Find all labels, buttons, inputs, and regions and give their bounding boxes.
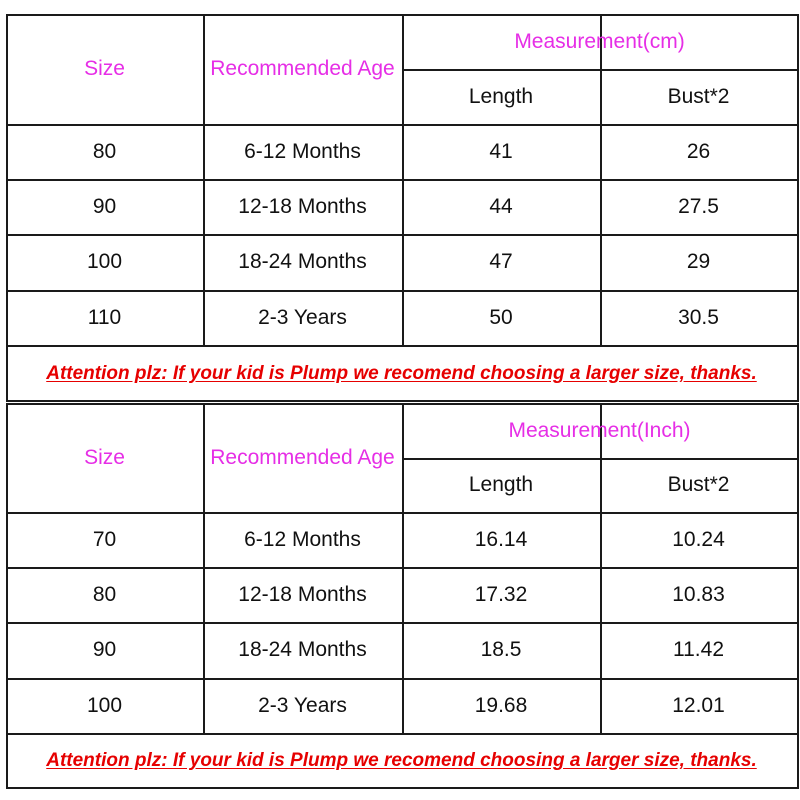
- length-header-cm: Length: [468, 84, 534, 108]
- grid-hline: [6, 787, 799, 789]
- bust-cell: 30.5: [678, 305, 719, 329]
- grid-hline: [6, 733, 799, 735]
- bust-cell: 26: [686, 139, 711, 163]
- length-header-inch: Length: [468, 473, 534, 496]
- measurement-header-cm: Measurement(cm): [514, 29, 685, 53]
- length-cell: 18.5: [480, 638, 522, 661]
- bust-cell: 27.5: [678, 194, 719, 218]
- size-cell: 80: [92, 582, 117, 606]
- bust-cell: 12.01: [672, 693, 725, 717]
- age-header-cm: Recommended Age: [210, 57, 395, 80]
- age-cell: 12-18 Months: [238, 194, 367, 218]
- age-cell: 6-12 Months: [244, 139, 361, 163]
- grid-vline: [797, 14, 799, 400]
- size-cell: 100: [86, 250, 123, 273]
- size-cell: 80: [92, 139, 117, 163]
- bust-header-inch: Bust*2: [667, 473, 730, 496]
- length-cell: 19.68: [474, 693, 528, 717]
- size-header-cm: Size: [84, 57, 125, 80]
- length-cell: 17.32: [474, 582, 528, 606]
- age-header-inch: Recommended Age: [210, 445, 395, 469]
- age-cell: 18-24 Months: [238, 250, 367, 273]
- size-cell: 100: [86, 693, 123, 717]
- size-cell: 90: [92, 194, 117, 218]
- length-cell: 50: [489, 305, 513, 329]
- bust-cell: 10.83: [672, 582, 725, 606]
- length-cell: 47: [489, 250, 513, 273]
- age-cell: 18-24 Months: [238, 638, 367, 661]
- grid-hline: [6, 345, 799, 347]
- bust-cell: 29: [686, 250, 711, 273]
- size-cell: 110: [87, 305, 122, 329]
- attention-note: Attention plz: If your kid is Plump we recomend choosing a larger size, thanks.: [46, 750, 757, 771]
- bust-cell: 11.42: [673, 638, 724, 661]
- age-cell: 2-3 Years: [258, 693, 347, 717]
- size-cell: 90: [92, 638, 117, 661]
- length-cell: 44: [489, 194, 513, 218]
- grid-hline: [6, 400, 799, 402]
- size-cell: 70: [92, 527, 117, 551]
- age-cell: 2-3 Years: [258, 305, 347, 329]
- measurement-header-inch: Measurement(Inch): [508, 418, 691, 442]
- age-cell: 6-12 Months: [244, 527, 361, 551]
- bust-header-cm: Bust*2: [667, 84, 730, 108]
- bust-cell: 10.24: [672, 527, 725, 551]
- length-cell: 41: [489, 139, 513, 163]
- length-cell: 16.14: [474, 527, 528, 551]
- size-header-inch: Size: [84, 445, 125, 469]
- age-cell: 12-18 Months: [238, 582, 367, 606]
- grid-vline: [797, 403, 799, 787]
- attention-note: Attention plz: If your kid is Plump we recomend choosing a larger size, thanks.: [46, 363, 757, 384]
